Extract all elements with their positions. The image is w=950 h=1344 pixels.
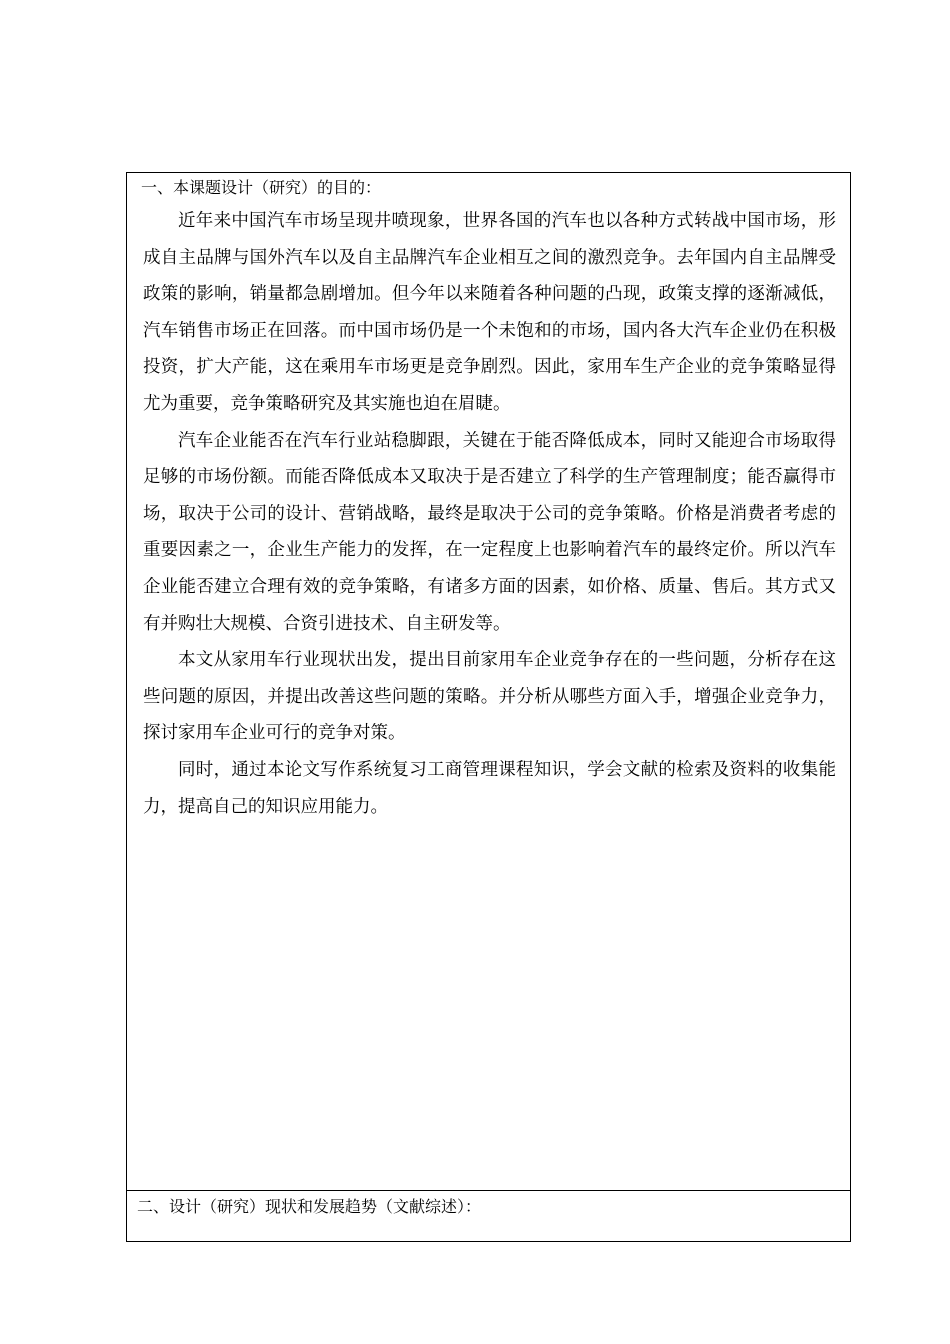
section-literature-review: [127, 1191, 850, 1241]
proposal-form-table: [126, 172, 851, 1242]
section-purpose-heading: 一、本课题设计（研究）的目的：: [141, 178, 382, 197]
purpose-paragraph-2: 汽车企业能否在汽车行业站稳脚跟，关键在于能否降低成本，同时又能迎合市场取得足够的市场份额。而能否降低成本又取决于是否建立了科学的生产管理制度；能否赢得市场，取决于公司的设计、营销战略，最终是取决于公司的竞争策略。价格是消费者考虑的重要因素之一，企业生产能力的发挥，在一定程度上也影响着汽车的最终定价。所以汽车企业能否建立合理有效的竞争策略，有诸多方面的因素，如价格、质量、售后。其方式又有并购壮大规模、合资引进技术、自主研发等。: [143, 430, 836, 634]
purpose-paragraph-4: 同时，通过本论文写作系统复习工商管理课程知识，学会文献的检索及资料的收集能力，提高自己的知识应用能力。: [143, 759, 836, 817]
purpose-paragraph-1: 近年来中国汽车市场呈现井喷现象，世界各国的汽车也以各种方式转战中国市场，形成自主品牌与国外汽车以及自主品牌汽车企业相互之间的激烈竞争。去年国内自主品牌受政策的影响，销量都急剧增加。但今年以来随着各种问题的凸现，政策支撑的逐渐减低，汽车销售市场正在回落。而中国市场仍是一个未饱和的市场，国内各大汽车企业仍在积极投资，扩大产能，这在乘用车市场更是竞争剧烈。因此，家用车生产企业的竞争策略显得尤为重要，竞争策略研究及其实施也迫在眉睫。: [143, 211, 836, 414]
purpose-paragraph-3: 本文从家用车行业现状出发，提出目前家用车企业竞争存在的一些问题，分析存在这些问题的原因，并提出改善这些问题的策略。并分析从哪些方面入手，增强企业竞争力，探讨家用车企业可行的竞争对策。: [143, 650, 836, 744]
section-literature-review-heading: 二、设计（研究）现状和发展趋势（文献综述）：: [137, 1197, 482, 1216]
section-purpose: [127, 173, 850, 1191]
